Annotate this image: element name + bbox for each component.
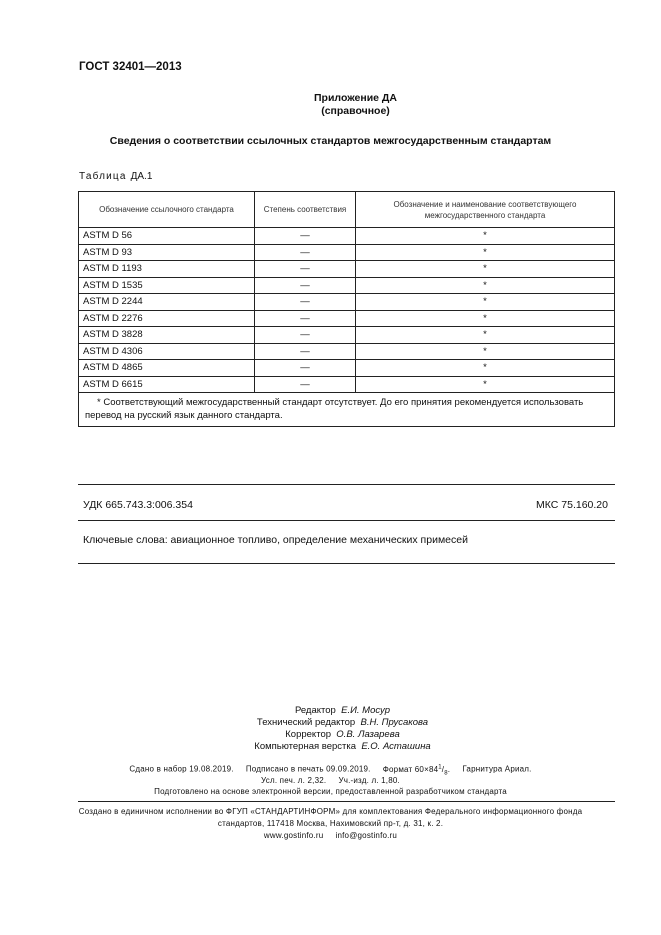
interstate-standard-cell: * (356, 343, 615, 360)
credit-tech-editor (0, 717, 661, 728)
degree-cell: — (255, 244, 356, 261)
keywords: Ключевые слова: авиационное топливо, определение механических примесей (83, 534, 468, 546)
standard-cell: ASTM D 2244 (79, 294, 255, 311)
column-header: Степень соответствия (255, 192, 356, 228)
interstate-standard-cell: * (356, 310, 615, 327)
table-row (79, 343, 615, 360)
imprint-prepared: Подготовлено на основе электронной версии, предоставленной разработчиком стандарта (154, 787, 507, 796)
udk-code: УДК 665.743.3:006.354 (83, 499, 193, 511)
standard-cell: ASTM D 4306 (79, 343, 255, 360)
publisher-line-1: Создано в единичном исполнении во ФГУП «СТАНДАРТИНФОРМ» для комплектования Федерального информационного фонда (78, 807, 583, 816)
interstate-standard-cell: * (356, 261, 615, 278)
appendix-heading (0, 92, 661, 118)
imprint-font: Гарнитура Ариал. (462, 764, 532, 774)
imprint-format: Формат $60\times 84^1/_8$. (382, 764, 451, 777)
credit-role: Редактор (294, 705, 336, 716)
standard-cell: ASTM D 93 (79, 244, 255, 261)
appendix-title: Приложение ДА (314, 92, 397, 104)
credit-role: Технический редактор (256, 717, 356, 728)
footnote-row (79, 393, 615, 427)
standard-cell: ASTM D 2276 (79, 310, 255, 327)
standard-cell: ASTM D 56 (79, 228, 255, 245)
table-footnote: * Соответствующий межгосударственный стандарт отсутствует. До его принятия рекомендуется использовать перевод на русский язык данного стандарта. (79, 393, 615, 427)
degree-cell: — (255, 310, 356, 327)
table-label-number: ДА.1 (130, 171, 153, 182)
interstate-standard-cell: * (356, 228, 615, 245)
imprint-sheets: Усл. печ. л. 2,32. (261, 776, 327, 785)
credit-layout (0, 741, 661, 752)
degree-cell: — (255, 343, 356, 360)
table-label (79, 171, 152, 182)
degree-cell: — (255, 360, 356, 377)
table-row (79, 376, 615, 393)
credit-proofreader (0, 729, 661, 740)
interstate-standard-cell: * (356, 360, 615, 377)
credit-person: Е.И. Мосур (341, 705, 391, 716)
table-row (79, 261, 615, 278)
standard-cell: ASTM D 1193 (79, 261, 255, 278)
imprint-line-1 (0, 764, 661, 776)
interstate-standard-cell: * (356, 376, 615, 393)
table-row (79, 327, 615, 344)
column-header: Обозначение ссылочного стандарта (79, 192, 255, 228)
table-label-word: Таблица (79, 171, 127, 182)
credit-person: Е.О. Асташина (361, 741, 431, 752)
standard-cell: ASTM D 1535 (79, 277, 255, 294)
table-row (79, 360, 615, 377)
publisher-contacts (0, 831, 661, 840)
interstate-standard-cell: * (356, 277, 615, 294)
column-header: Обозначение и наименование соответствующего межгосударственного стандарта (356, 192, 615, 228)
divider (78, 801, 615, 802)
section-title: Сведения о соответствии ссылочных стандартов межгосударственным стандартам (109, 135, 552, 147)
imprint-sent: Сдано в набор 19.08.2019. (129, 764, 234, 774)
credit-role: Компьютерная верстка (254, 741, 357, 752)
table-row (79, 228, 615, 245)
standard-cell: ASTM D 6615 (79, 376, 255, 393)
imprint-line-2 (0, 776, 661, 785)
credit-editor (0, 705, 661, 716)
credit-person: О.В. Лазарева (336, 729, 400, 740)
degree-cell: — (255, 327, 356, 344)
interstate-standard-cell: * (356, 244, 615, 261)
degree-cell: — (255, 376, 356, 393)
table-row (79, 294, 615, 311)
table-header-row (79, 192, 615, 228)
interstate-standard-cell: * (356, 327, 615, 344)
degree-cell: — (255, 261, 356, 278)
interstate-standard-cell: * (356, 294, 615, 311)
imprint-signed: Подписано в печать 09.09.2019. (245, 764, 371, 774)
degree-cell: — (255, 277, 356, 294)
degree-cell: — (255, 294, 356, 311)
reference-standards-table (78, 191, 615, 427)
publisher-line-2: стандартов, 117418 Москва, Нахимовский пр-т, д. 31, к. 2. (217, 819, 444, 828)
mks-code: МКС 75.160.20 (536, 499, 608, 511)
imprint-edition: Уч.-изд. л. 1,80. (338, 776, 400, 785)
document-code: ГОСТ 32401—2013 (79, 61, 182, 73)
table-row (79, 277, 615, 294)
standard-cell: ASTM D 3828 (79, 327, 255, 344)
publisher-website[interactable]: www.gostinfo.ru (263, 831, 324, 840)
table-row (79, 310, 615, 327)
table-row (79, 244, 615, 261)
divider (78, 520, 615, 521)
divider (78, 484, 615, 485)
degree-cell: — (255, 228, 356, 245)
divider (78, 563, 615, 564)
appendix-subtitle: (справочное) (321, 105, 390, 117)
standard-cell: ASTM D 4865 (79, 360, 255, 377)
credit-person: В.Н. Прусакова (360, 717, 429, 728)
credit-role: Корректор (285, 729, 332, 740)
publisher-email[interactable]: info@gostinfo.ru (335, 831, 398, 840)
